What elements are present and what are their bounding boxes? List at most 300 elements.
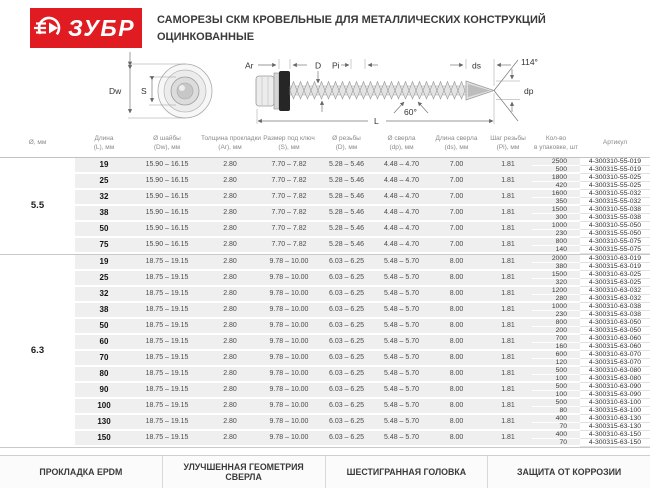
spec-washer-cell: 18.75 – 19.15 (133, 287, 201, 303)
spec-thread-cell: 6.03 – 6.25 (319, 335, 374, 351)
spec-washer-cell: 18.75 – 19.15 (133, 271, 201, 287)
spec-washer-cell: 18.75 – 19.15 (133, 415, 201, 431)
footer (0, 455, 650, 488)
length-cell: 75 (75, 238, 133, 254)
qty-column (532, 158, 580, 174)
article-column (580, 158, 650, 174)
spec-drill-cell: 4.48 – 4.70 (374, 158, 429, 174)
spec-gasket-cell: 2.80 (201, 158, 259, 174)
spec-pitch-cell: 1.81 (484, 303, 532, 319)
qty-cell: 500 (532, 399, 580, 407)
qty-column (532, 415, 580, 431)
spec-thread-cell: 5.28 – 5.46 (319, 174, 374, 190)
spec-wrench-cell: 9.78 – 10.00 (259, 399, 319, 415)
column-header-line1: Ø сверла (387, 135, 416, 142)
qty-column (532, 351, 580, 367)
qty-cell: 500 (532, 166, 580, 174)
qty-cell: 420 (532, 182, 580, 190)
spec-washer-cell: 15.90 – 16.15 (133, 174, 201, 190)
spec-drill-cell: 5.48 – 5.70 (374, 415, 429, 431)
spec-drill-cell: 4.48 – 4.70 (374, 206, 429, 222)
thread-angle-label: 60° (404, 107, 417, 117)
table-row (75, 174, 650, 190)
spec-pitch-cell: 1.81 (484, 415, 532, 431)
spec-pitch-cell: 1.81 (484, 174, 532, 190)
spec-gasket-cell: 2.80 (201, 222, 259, 238)
column-header-1 (75, 130, 133, 157)
qty-cell: 1600 (532, 190, 580, 198)
spec-drill_length-cell: 7.00 (429, 190, 484, 206)
article-cell: 4-300310-63-150 (580, 431, 650, 439)
table-row (75, 367, 650, 383)
spec-gasket-cell: 2.80 (201, 255, 259, 271)
d-label: D (315, 60, 322, 71)
spec-drill_length-cell: 8.00 (429, 383, 484, 399)
length-cell: 60 (75, 335, 133, 351)
qty-cell: 80 (532, 407, 580, 415)
qty-cell: 100 (532, 391, 580, 399)
spec-pitch-cell: 1.81 (484, 271, 532, 287)
qty-column (532, 190, 580, 206)
qty-cell: 400 (532, 431, 580, 439)
column-header-8 (484, 130, 532, 157)
spec-drill_length-cell: 8.00 (429, 351, 484, 367)
spec-thread-cell: 6.03 – 6.25 (319, 287, 374, 303)
table-row (75, 415, 650, 431)
table-row (75, 431, 650, 447)
length-cell: 32 (75, 190, 133, 206)
column-header-line2: (ds), мм (444, 143, 469, 151)
page-title (157, 8, 546, 45)
article-cell: 4-300315-63-090 (580, 391, 650, 399)
page-title-line1: САМОРЕЗЫ СКМ КРОВЕЛЬНЫЕ ДЛЯ МЕТАЛЛИЧЕСКИХ КОНСТРУКЦИЙ (157, 14, 546, 26)
article-cell: 4-300310-55-025 (580, 174, 650, 182)
spec-washer-cell: 18.75 – 19.15 (133, 351, 201, 367)
pi-label: Pi (332, 60, 340, 71)
column-header-9 (532, 130, 580, 157)
spec-wrench-cell: 7.70 – 7.82 (259, 206, 319, 222)
spec-pitch-cell: 1.81 (484, 238, 532, 254)
spec-wrench-cell: 9.78 – 10.00 (259, 335, 319, 351)
column-header-6 (374, 130, 429, 157)
spec-pitch-cell: 1.81 (484, 367, 532, 383)
article-cell: 4-300315-63-025 (580, 279, 650, 287)
spec-drill-cell: 5.48 – 5.70 (374, 383, 429, 399)
spec-washer-cell: 18.75 – 19.15 (133, 303, 201, 319)
table-row (75, 158, 650, 174)
article-column (580, 303, 650, 319)
column-header-line1: Размер под ключ (263, 135, 315, 142)
spec-pitch-cell: 1.81 (484, 190, 532, 206)
spec-wrench-cell: 7.70 – 7.82 (259, 174, 319, 190)
article-cell: 4-300315-63-019 (580, 263, 650, 271)
article-cell: 4-300315-63-038 (580, 311, 650, 319)
column-header-4 (259, 130, 319, 157)
article-cell: 4-300315-63-032 (580, 295, 650, 303)
spec-washer-cell: 18.75 – 19.15 (133, 255, 201, 271)
qty-cell: 400 (532, 415, 580, 423)
column-header-line1: Шаг резьбы (490, 135, 526, 142)
column-header-5 (319, 130, 374, 157)
article-column (580, 190, 650, 206)
column-header-10 (580, 134, 650, 152)
column-header-line2: в упаковке, шт (534, 143, 578, 151)
spec-thread-cell: 6.03 – 6.25 (319, 303, 374, 319)
spec-washer-cell: 15.90 – 16.15 (133, 222, 201, 238)
article-cell: 4-300310-55-038 (580, 206, 650, 214)
diameter-label: 5.5 (30, 200, 45, 212)
length-cell: 38 (75, 303, 133, 319)
spec-drill_length-cell: 7.00 (429, 206, 484, 222)
length-cell: 80 (75, 367, 133, 383)
logo-wordmark: ЗУБР (67, 14, 136, 41)
length-cell: 130 (75, 415, 133, 431)
zubr-arrow-icon (33, 13, 63, 43)
spec-pitch-cell: 1.81 (484, 335, 532, 351)
article-cell: 4-300315-55-075 (580, 246, 650, 254)
spec-drill_length-cell: 7.00 (429, 158, 484, 174)
article-cell: 4-300315-63-080 (580, 375, 650, 383)
spec-drill_length-cell: 8.00 (429, 287, 484, 303)
column-header-line2: (L), мм (93, 143, 115, 151)
spec-gasket-cell: 2.80 (201, 367, 259, 383)
length-cell: 50 (75, 222, 133, 238)
spec-wrench-cell: 9.78 – 10.00 (259, 271, 319, 287)
spec-gasket-cell: 2.80 (201, 335, 259, 351)
table-body (0, 158, 650, 448)
qty-cell: 230 (532, 311, 580, 319)
spec-thread-cell: 6.03 – 6.25 (319, 319, 374, 335)
table-row (75, 303, 650, 319)
qty-column (532, 255, 580, 271)
spec-washer-cell: 18.75 – 19.15 (133, 399, 201, 415)
qty-column (532, 431, 580, 447)
article-cell: 4-300310-63-100 (580, 399, 650, 407)
spec-wrench-cell: 9.78 – 10.00 (259, 319, 319, 335)
table-row (75, 206, 650, 222)
qty-cell: 350 (532, 198, 580, 206)
l-label: L (374, 116, 379, 126)
article-cell: 4-300315-63-060 (580, 343, 650, 351)
spec-drill-cell: 5.48 – 5.70 (374, 351, 429, 367)
spec-thread-cell: 6.03 – 6.25 (319, 415, 374, 431)
group-rows (75, 158, 650, 254)
column-header-line1: Кол-во (545, 135, 567, 142)
table-row (75, 287, 650, 303)
s-label: S (141, 86, 147, 96)
column-header-line1: Артикул (602, 139, 628, 147)
article-column (580, 319, 650, 335)
spec-wrench-cell: 9.78 – 10.00 (259, 431, 319, 447)
spec-drill_length-cell: 7.00 (429, 238, 484, 254)
length-cell: 100 (75, 399, 133, 415)
qty-cell: 1500 (532, 206, 580, 214)
qty-cell: 1200 (532, 287, 580, 295)
qty-cell: 500 (532, 367, 580, 375)
spec-wrench-cell: 9.78 – 10.00 (259, 287, 319, 303)
dw-label: Dw (109, 86, 122, 96)
spec-drill-cell: 5.48 – 5.70 (374, 271, 429, 287)
column-header-line2: (Ar), мм (218, 143, 242, 151)
column-header-3 (201, 130, 262, 157)
article-cell: 4-300315-55-050 (580, 230, 650, 238)
diameter-label: 6.3 (30, 345, 45, 357)
spec-gasket-cell: 2.80 (201, 174, 259, 190)
length-cell: 25 (75, 271, 133, 287)
spec-washer-cell: 18.75 – 19.15 (133, 383, 201, 399)
column-header-line2: (Pi), мм (496, 143, 520, 151)
spec-thread-cell: 6.03 – 6.25 (319, 351, 374, 367)
article-cell: 4-300310-63-032 (580, 287, 650, 295)
spec-washer-cell: 15.90 – 16.15 (133, 158, 201, 174)
table-row (75, 238, 650, 254)
article-cell: 4-300310-63-080 (580, 367, 650, 375)
spec-thread-cell: 5.28 – 5.46 (319, 158, 374, 174)
footer-feature-0: ПРОКЛАДКА EPDM (39, 467, 123, 477)
table-row (75, 335, 650, 351)
spec-thread-cell: 5.28 – 5.46 (319, 190, 374, 206)
qty-cell: 2500 (532, 158, 580, 166)
spec-gasket-cell: 2.80 (201, 431, 259, 447)
spec-gasket-cell: 2.80 (201, 399, 259, 415)
spec-drill_length-cell: 7.00 (429, 222, 484, 238)
article-column (580, 415, 650, 431)
diameter-group-5.5 (0, 158, 650, 254)
article-column (580, 222, 650, 238)
spec-drill_length-cell: 8.00 (429, 367, 484, 383)
spec-wrench-cell: 9.78 – 10.00 (259, 415, 319, 431)
article-cell: 4-300315-63-050 (580, 327, 650, 335)
article-cell: 4-300315-55-032 (580, 198, 650, 206)
footer-feature-3: ЗАЩИТА ОТ КОРРОЗИИ (487, 456, 650, 488)
table-row (75, 271, 650, 287)
qty-cell: 230 (532, 230, 580, 238)
length-cell: 25 (75, 174, 133, 190)
column-header-line1: Ø резьбы (332, 135, 361, 142)
spec-pitch-cell: 1.81 (484, 222, 532, 238)
article-column (580, 431, 650, 447)
article-cell: 4-300315-55-025 (580, 182, 650, 190)
spec-thread-cell: 6.03 – 6.25 (319, 383, 374, 399)
article-column (580, 351, 650, 367)
qty-column (532, 399, 580, 415)
spec-washer-cell: 18.75 – 19.15 (133, 431, 201, 447)
qty-cell: 100 (532, 375, 580, 383)
qty-cell: 140 (532, 246, 580, 254)
table-row (75, 190, 650, 206)
article-cell: 4-300310-63-130 (580, 415, 650, 423)
spec-washer-cell: 18.75 – 19.15 (133, 367, 201, 383)
spec-gasket-cell: 2.80 (201, 351, 259, 367)
qty-cell: 1000 (532, 222, 580, 230)
qty-column (532, 206, 580, 222)
qty-cell: 1000 (532, 303, 580, 311)
column-header-line1: Ø шайбы (153, 135, 181, 142)
footer-feature-1: УЛУЧШЕННАЯ ГЕОМЕТРИЯ СВЕРЛА (162, 456, 325, 488)
article-column (580, 271, 650, 287)
spec-drill-cell: 4.48 – 4.70 (374, 174, 429, 190)
spec-washer-cell: 18.75 – 19.15 (133, 319, 201, 335)
ds-label: ds (472, 60, 481, 71)
column-header-7 (429, 130, 484, 157)
spec-washer-cell: 18.75 – 19.15 (133, 335, 201, 351)
spec-thread-cell: 6.03 – 6.25 (319, 431, 374, 447)
tip-angle-label: 114° (521, 57, 538, 67)
spec-wrench-cell: 7.70 – 7.82 (259, 238, 319, 254)
spec-pitch-cell: 1.81 (484, 287, 532, 303)
spec-drill-cell: 5.48 – 5.70 (374, 303, 429, 319)
spec-thread-cell: 6.03 – 6.25 (319, 271, 374, 287)
spec-drill_length-cell: 8.00 (429, 271, 484, 287)
article-cell: 4-300310-63-025 (580, 271, 650, 279)
table-row (75, 383, 650, 399)
table-row (75, 351, 650, 367)
length-cell: 38 (75, 206, 133, 222)
qty-cell: 120 (532, 359, 580, 367)
article-cell: 4-300310-63-050 (580, 319, 650, 327)
qty-cell: 800 (532, 238, 580, 246)
spec-washer-cell: 15.90 – 16.15 (133, 206, 201, 222)
spec-thread-cell: 6.03 – 6.25 (319, 255, 374, 271)
article-cell: 4-300315-63-150 (580, 439, 650, 447)
article-column (580, 383, 650, 399)
spec-drill_length-cell: 7.00 (429, 174, 484, 190)
article-cell: 4-300310-63-019 (580, 255, 650, 263)
spec-gasket-cell: 2.80 (201, 238, 259, 254)
qty-column (532, 222, 580, 238)
article-cell: 4-300310-63-090 (580, 383, 650, 391)
qty-cell: 160 (532, 343, 580, 351)
qty-cell: 600 (532, 351, 580, 359)
spec-wrench-cell: 7.70 – 7.82 (259, 222, 319, 238)
article-column (580, 255, 650, 271)
spec-pitch-cell: 1.81 (484, 431, 532, 447)
spec-drill-cell: 5.48 – 5.70 (374, 335, 429, 351)
spec-wrench-cell: 9.78 – 10.00 (259, 303, 319, 319)
spec-drill-cell: 5.48 – 5.70 (374, 319, 429, 335)
spec-pitch-cell: 1.81 (484, 399, 532, 415)
qty-cell: 280 (532, 295, 580, 303)
spec-drill_length-cell: 8.00 (429, 303, 484, 319)
spec-gasket-cell: 2.80 (201, 190, 259, 206)
article-column (580, 206, 650, 222)
spec-thread-cell: 6.03 – 6.25 (319, 367, 374, 383)
article-cell: 4-300310-63-038 (580, 303, 650, 311)
article-cell: 4-300315-63-100 (580, 407, 650, 415)
spec-washer-cell: 15.90 – 16.15 (133, 238, 201, 254)
article-cell: 4-300315-63-070 (580, 359, 650, 367)
length-cell: 70 (75, 351, 133, 367)
page-header (0, 0, 650, 52)
dp-label: dp (524, 86, 534, 96)
spec-thread-cell: 5.28 – 5.46 (319, 238, 374, 254)
spec-gasket-cell: 2.80 (201, 303, 259, 319)
article-column (580, 238, 650, 254)
spec-pitch-cell: 1.81 (484, 383, 532, 399)
spec-pitch-cell: 1.81 (484, 206, 532, 222)
spec-wrench-cell: 9.78 – 10.00 (259, 351, 319, 367)
footer-feature-2: ШЕСТИГРАННАЯ ГОЛОВКА (325, 456, 488, 488)
qty-cell: 2000 (532, 255, 580, 263)
table-row (75, 222, 650, 238)
spec-thread-cell: 6.03 – 6.25 (319, 399, 374, 415)
qty-cell: 500 (532, 383, 580, 391)
spec-gasket-cell: 2.80 (201, 383, 259, 399)
article-column (580, 335, 650, 351)
spec-drill-cell: 5.48 – 5.70 (374, 399, 429, 415)
spec-gasket-cell: 2.80 (201, 206, 259, 222)
diameter-group-6.3 (0, 254, 650, 447)
article-cell: 4-300315-63-130 (580, 423, 650, 431)
length-cell: 90 (75, 383, 133, 399)
qty-column (532, 238, 580, 254)
table-row (75, 255, 650, 271)
article-column (580, 174, 650, 190)
spec-drill_length-cell: 8.00 (429, 415, 484, 431)
table-row (75, 319, 650, 335)
column-header-line1: Длина (94, 135, 114, 142)
spec-gasket-cell: 2.80 (201, 415, 259, 431)
length-cell: 50 (75, 319, 133, 335)
ar-label: Ar (245, 60, 254, 71)
table-header-row (0, 130, 650, 158)
epdm-gasket (279, 71, 290, 111)
thread (290, 82, 465, 100)
qty-column (532, 383, 580, 399)
spec-gasket-cell: 2.80 (201, 271, 259, 287)
length-cell: 150 (75, 431, 133, 447)
spec-drill_length-cell: 8.00 (429, 399, 484, 415)
article-cell: 4-300310-55-075 (580, 238, 650, 246)
page-title-line2: ОЦИНКОВАННЫЕ (157, 30, 255, 43)
spec-drill_length-cell: 8.00 (429, 335, 484, 351)
spec-wrench-cell: 9.78 – 10.00 (259, 255, 319, 271)
qty-cell: 380 (532, 263, 580, 271)
qty-cell: 200 (532, 327, 580, 335)
zubr-logo (30, 8, 142, 48)
spec-pitch-cell: 1.81 (484, 351, 532, 367)
spec-drill-cell: 4.48 – 4.70 (374, 238, 429, 254)
qty-cell: 1800 (532, 174, 580, 182)
spec-drill-cell: 4.48 – 4.70 (374, 222, 429, 238)
spec-drill_length-cell: 8.00 (429, 255, 484, 271)
column-header-line2: (dp), мм (389, 143, 414, 151)
qty-cell: 700 (532, 335, 580, 343)
qty-cell: 800 (532, 319, 580, 327)
spec-gasket-cell: 2.80 (201, 319, 259, 335)
column-header-line2: (D), мм (335, 143, 358, 151)
column-header-line1: Толщина прокладки (201, 135, 262, 142)
spec-pitch-cell: 1.81 (484, 255, 532, 271)
qty-column (532, 319, 580, 335)
spec-wrench-cell: 7.70 – 7.82 (259, 190, 319, 206)
article-cell: 4-300310-55-019 (580, 158, 650, 166)
article-cell: 4-300310-63-060 (580, 335, 650, 343)
column-header-line2: (Dw), мм (153, 143, 181, 151)
article-cell: 4-300315-55-038 (580, 214, 650, 222)
spec-drill-cell: 5.48 – 5.70 (374, 287, 429, 303)
column-header-0 (0, 134, 75, 152)
column-header-line1: Длина сверла (435, 135, 478, 142)
spec-pitch-cell: 1.81 (484, 319, 532, 335)
length-cell: 19 (75, 158, 133, 174)
qty-cell: 1500 (532, 271, 580, 279)
spec-drill_length-cell: 8.00 (429, 431, 484, 447)
qty-column (532, 271, 580, 287)
article-cell: 4-300310-55-050 (580, 222, 650, 230)
spec-washer-cell: 15.90 – 16.15 (133, 190, 201, 206)
spec-drill-cell: 5.48 – 5.70 (374, 431, 429, 447)
